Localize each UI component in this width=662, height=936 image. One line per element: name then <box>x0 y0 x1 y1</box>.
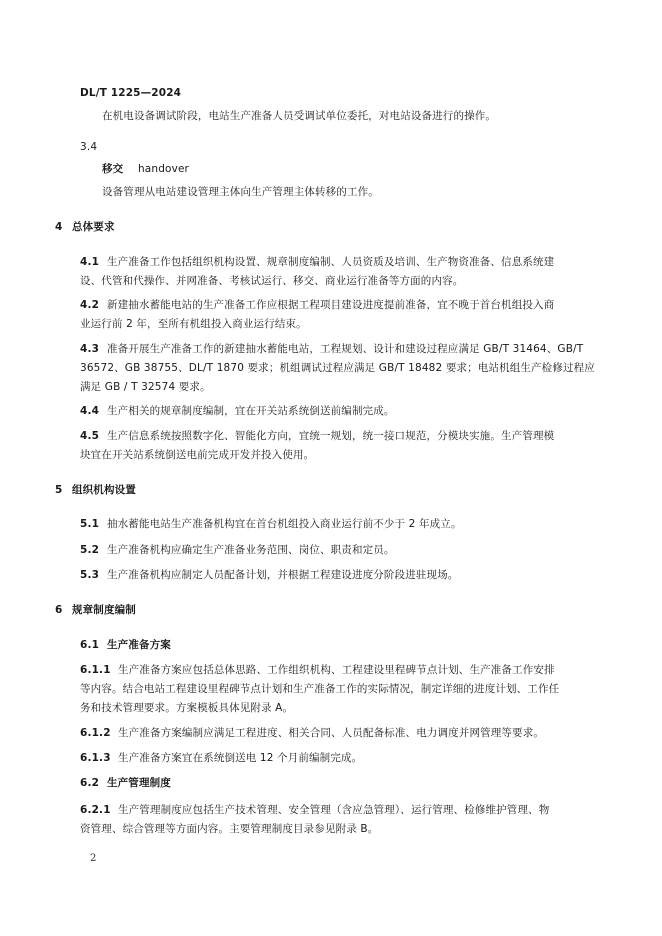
clause-5-1-line-1: 抽水蓄能电站生产准备机构宜在首台机组投入商业运行前不少于 2 年成立。 <box>107 518 462 530</box>
clause-4-2-line-1: 新建抽水蓄能电站的生产准备工作应根据工程项目建设进度提前准备，宜不晚于首台机组投入商 <box>107 299 555 311</box>
clause-6-1-2-line-1: 生产准备方案编制应满足工程进度、相关合同、人员配备标准、电力调度并网管理等要求。 <box>118 727 544 739</box>
clause-6-1-1-number: 6.1.1 <box>80 664 111 676</box>
clause-4-5-line-1: 生产信息系统按照数字化、智能化方向，宜统一规划，统一接口规范，分模块实施。生产管理模 <box>107 430 555 442</box>
clause-3-4-number: 3.4 <box>80 141 98 153</box>
term-3-4-chinese: 移交 <box>102 163 124 175</box>
section-6-title: 规章制度编制 <box>72 604 136 616</box>
clause-4-5-number: 4.5 <box>80 430 100 442</box>
definition-3-3-tail: 在机电设备调试阶段，电站生产准备人员受调试单位委托，对电站设备进行的操作。 <box>102 110 497 122</box>
clause-5-2-number: 5.2 <box>80 544 100 556</box>
section-4-title: 总体要求 <box>72 221 115 233</box>
clause-6-2-1-number: 6.2.1 <box>80 804 111 816</box>
section-6-number: 6 <box>55 604 63 616</box>
clause-6-1-2-number: 6.1.2 <box>80 727 111 739</box>
subsection-6-1-title: 生产准备方案 <box>107 639 171 651</box>
clause-5-3-line-1: 生产准备机构应制定人员配备计划，并根据工程建设进度分阶段进驻现场。 <box>107 569 459 581</box>
section-4-number: 4 <box>55 221 63 233</box>
clause-6-1-1-line-1: 生产准备方案应包括总体思路、工作组织机构、工程建设里程碑节点计划、生产准备工作安排 <box>118 664 555 676</box>
clause-4-3-number: 4.3 <box>80 343 100 355</box>
clause-4-3-line-1: 准备开展生产准备工作的新建抽水蓄能电站，工程规划、设计和建设过程应满足 GB/T 31464、GB/T <box>107 343 584 355</box>
clause-5-1-number: 5.1 <box>80 518 100 530</box>
section-5-title: 组织机构设置 <box>72 484 136 496</box>
clause-6-1-3-line-1: 生产准备方案宜在系统倒送电 12 个月前编制完成。 <box>118 752 363 764</box>
definition-3-4: 设备管理从电站建设管理主体向生产管理主体转移的工作。 <box>102 186 379 198</box>
subsection-6-1-number: 6.1 <box>80 639 100 651</box>
clause-5-3-number: 5.3 <box>80 569 100 581</box>
subsection-6-2-number: 6.2 <box>80 777 100 789</box>
clause-4-1-line-2: 设、代管和代操作、并网准备、考核试运行、移交、商业运行准备等方面的内容。 <box>80 275 464 287</box>
clause-4-3-line-2: 36572、GB 38755、DL/T 1870 要求；机组调试过程应满足 GB/T 18482 要求；电站机组生产检修过程应 <box>80 362 595 374</box>
clause-4-2-number: 4.2 <box>80 299 100 311</box>
clause-6-1-1-line-2: 等内容。结合电站工程建设里程碑节点计划和生产准备工作的实际情况，制定详细的进度计划、工作任 <box>80 683 560 695</box>
clause-4-1-line-1: 生产准备工作包括组织机构设置、规章制度编制、人员资质及培训、生产物资准备、信息系统建 <box>107 256 555 268</box>
clause-4-4-line-1: 生产相关的规章制度编制，宜在开关站系统倒送前编制完成。 <box>107 405 395 417</box>
clause-5-2-line-1: 生产准备机构应确定生产准备业务范围、岗位、职责和定员。 <box>107 544 395 556</box>
page-number: 2 <box>90 853 97 864</box>
term-3-4-english: handover <box>138 163 190 175</box>
clause-6-1-1-line-3: 务和技术管理要求。方案模板具体见附录 A。 <box>80 702 294 714</box>
clause-4-4-number: 4.4 <box>80 405 100 417</box>
clause-6-1-3-number: 6.1.3 <box>80 752 111 764</box>
clause-4-5-line-2: 块宜在开关站系统倒送电前完成开发并投入使用。 <box>80 449 315 461</box>
section-5-number: 5 <box>55 484 63 496</box>
clause-4-2-line-2: 业运行前 2 年，至所有机组投入商业运行结束。 <box>80 318 307 330</box>
standard-header: DL/T 1225—2024 <box>80 87 182 99</box>
clause-6-2-1-line-1: 生产管理制度应包括生产技术管理、安全管理（含应急管理）、运行管理、检修维护管理、物 <box>118 804 550 816</box>
clause-6-2-1-line-2: 资管理、综合管理等方面内容。主要管理制度目录参见附录 B。 <box>80 823 379 835</box>
subsection-6-2-title: 生产管理制度 <box>107 777 171 789</box>
clause-4-3-line-3: 满足 GB / T 32574 要求。 <box>80 381 211 393</box>
clause-4-1-number: 4.1 <box>80 256 100 268</box>
